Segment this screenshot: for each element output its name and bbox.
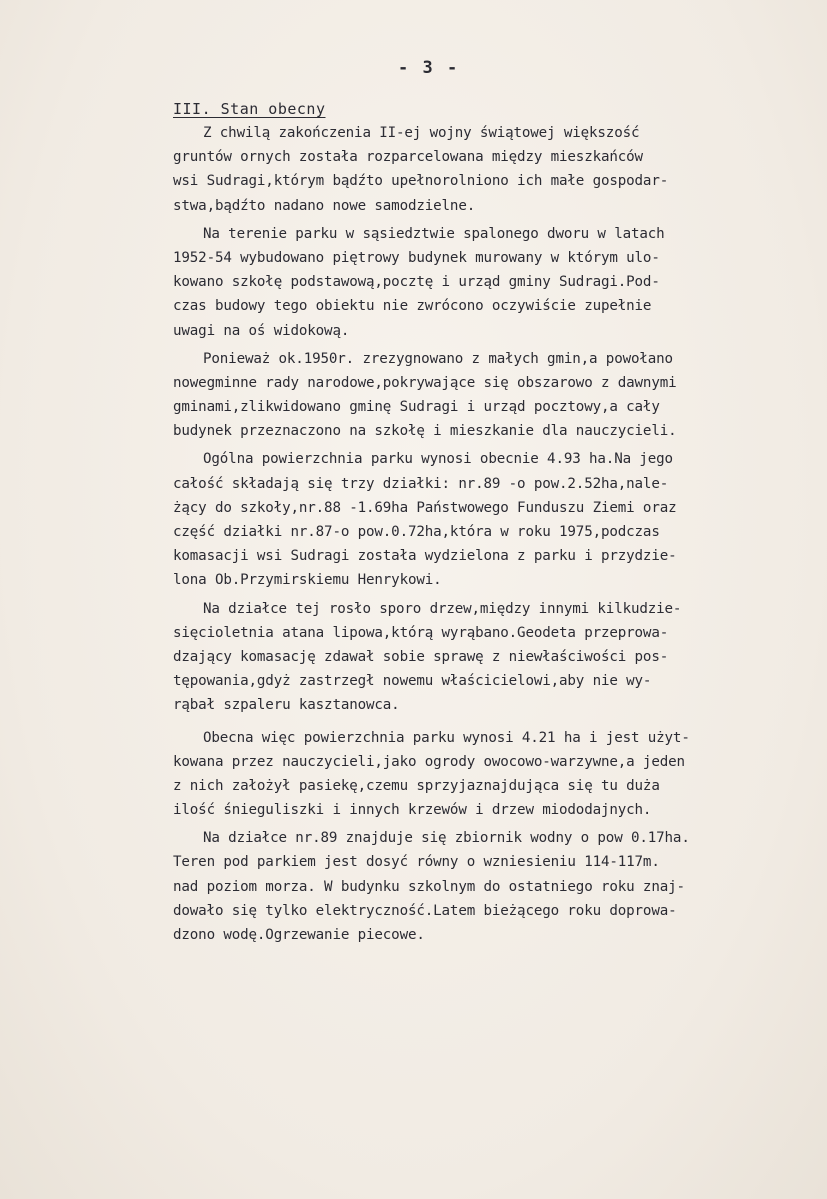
text-line: Na działce nr.89 znajduje się zbiornik wodny o pow 0.17ha. [203,830,690,847]
text-line: Ponieważ ok.1950r. zrezygnowano z małych gmin,a powołano [203,350,673,367]
section-title: III. Stan obecny [173,100,326,118]
text-line: budynek przeznaczono na szkołę i mieszkanie dla nauczycieli. [173,423,677,440]
body-text [173,121,793,947]
text-line: uwagi na oś widokową. [173,322,350,339]
text-line: Na działce tej rosło sporo drzew,między innymi kilkudzie- [203,600,682,617]
text-line: dzający komasację zdawał sobie sprawę z niewłaściwości pos- [173,648,669,665]
text-line: Na terenie parku w sąsiedztwie spalonego dworu w latach [203,225,665,242]
text-line: gminami,zlikwidowano gminę Sudragi i urząd pocztowy,a cały [173,399,660,416]
text-line: stwa,bądźto nadano nowe samodzielne. [173,197,476,214]
text-line: Z chwilą zakończenia II-ej wojny świątowej większość [203,125,640,141]
text-line: czas budowy tego obiektu nie zwrócono oczywiście zupełnie [173,298,652,315]
text-line: Teren pod parkiem jest dosyć równy o wzniesieniu 114-117m. [173,854,660,871]
text-line: Ogólna powierzchnia parku wynosi obecnie 4.93 ha.Na jego [203,451,673,468]
text-line: gruntów ornych została rozparcelowana między mieszkańców [173,149,643,166]
text-line: 1952-54 wybudowano piętrowy budynek murowany w którym ulo- [173,249,660,266]
text-line: nad poziom morza. W budynku szkolnym do ostatniego roku znaj- [173,878,685,895]
text-line: nowegminne rady narodowe,pokrywające się obszarowo z dawnymi [173,374,677,391]
text-line: część działki nr.87-o pow.0.72ha,która w roku 1975,podczas [173,524,660,540]
text-line: sięcioletnia atana lipowa,którą wyrąbano.Geodeta przeprowa- [173,624,669,641]
text-line: ilość śnieguliszki i innych krzewów i drzew miododajnych. [173,802,652,819]
text-line: tępowania,gdyż zastrzegł nowemu właścicielowi,aby nie wy- [173,673,652,690]
text-line: z nich założył pasiekę,czemu sprzyjaznajdująca się tu duża [173,777,660,794]
text-line: całość składają się trzy działki: nr.89 -o pow.2.52ha,nale- [173,475,669,492]
page-number: - 3 - [398,58,460,78]
text-line: komasacji wsi Sudragi została wydzielona z parku i przydzie- [173,548,677,565]
text-line: dowało się tylko elektryczność.Latem bieżącego roku doprowa- [173,902,677,919]
text-line: lona Ob.Przymirskiemu Henrykowi. [173,572,442,589]
text-line: kowano szkołę podstawową,pocztę i urząd gminy Sudragi.Pod- [173,274,660,291]
text-line: dzono wodę.Ogrzewanie piecowe. [173,927,425,943]
text-line: rąbał szpaleru kasztanowca. [173,697,400,714]
text-line: wsi Sudragi,którym bądźto upełnorolniono ich małe gospodar- [173,173,669,190]
text-line: żący do szkoły,nr.88 -1.69ha Państwowego Funduszu Ziemi oraz [173,499,677,516]
text-line: kowana przez nauczycieli,jako ogrody owocowo-warzywne,a jeden [173,753,685,770]
text-line: Obecna więc powierzchnia parku wynosi 4.21 ha i jest użyt- [203,729,690,746]
